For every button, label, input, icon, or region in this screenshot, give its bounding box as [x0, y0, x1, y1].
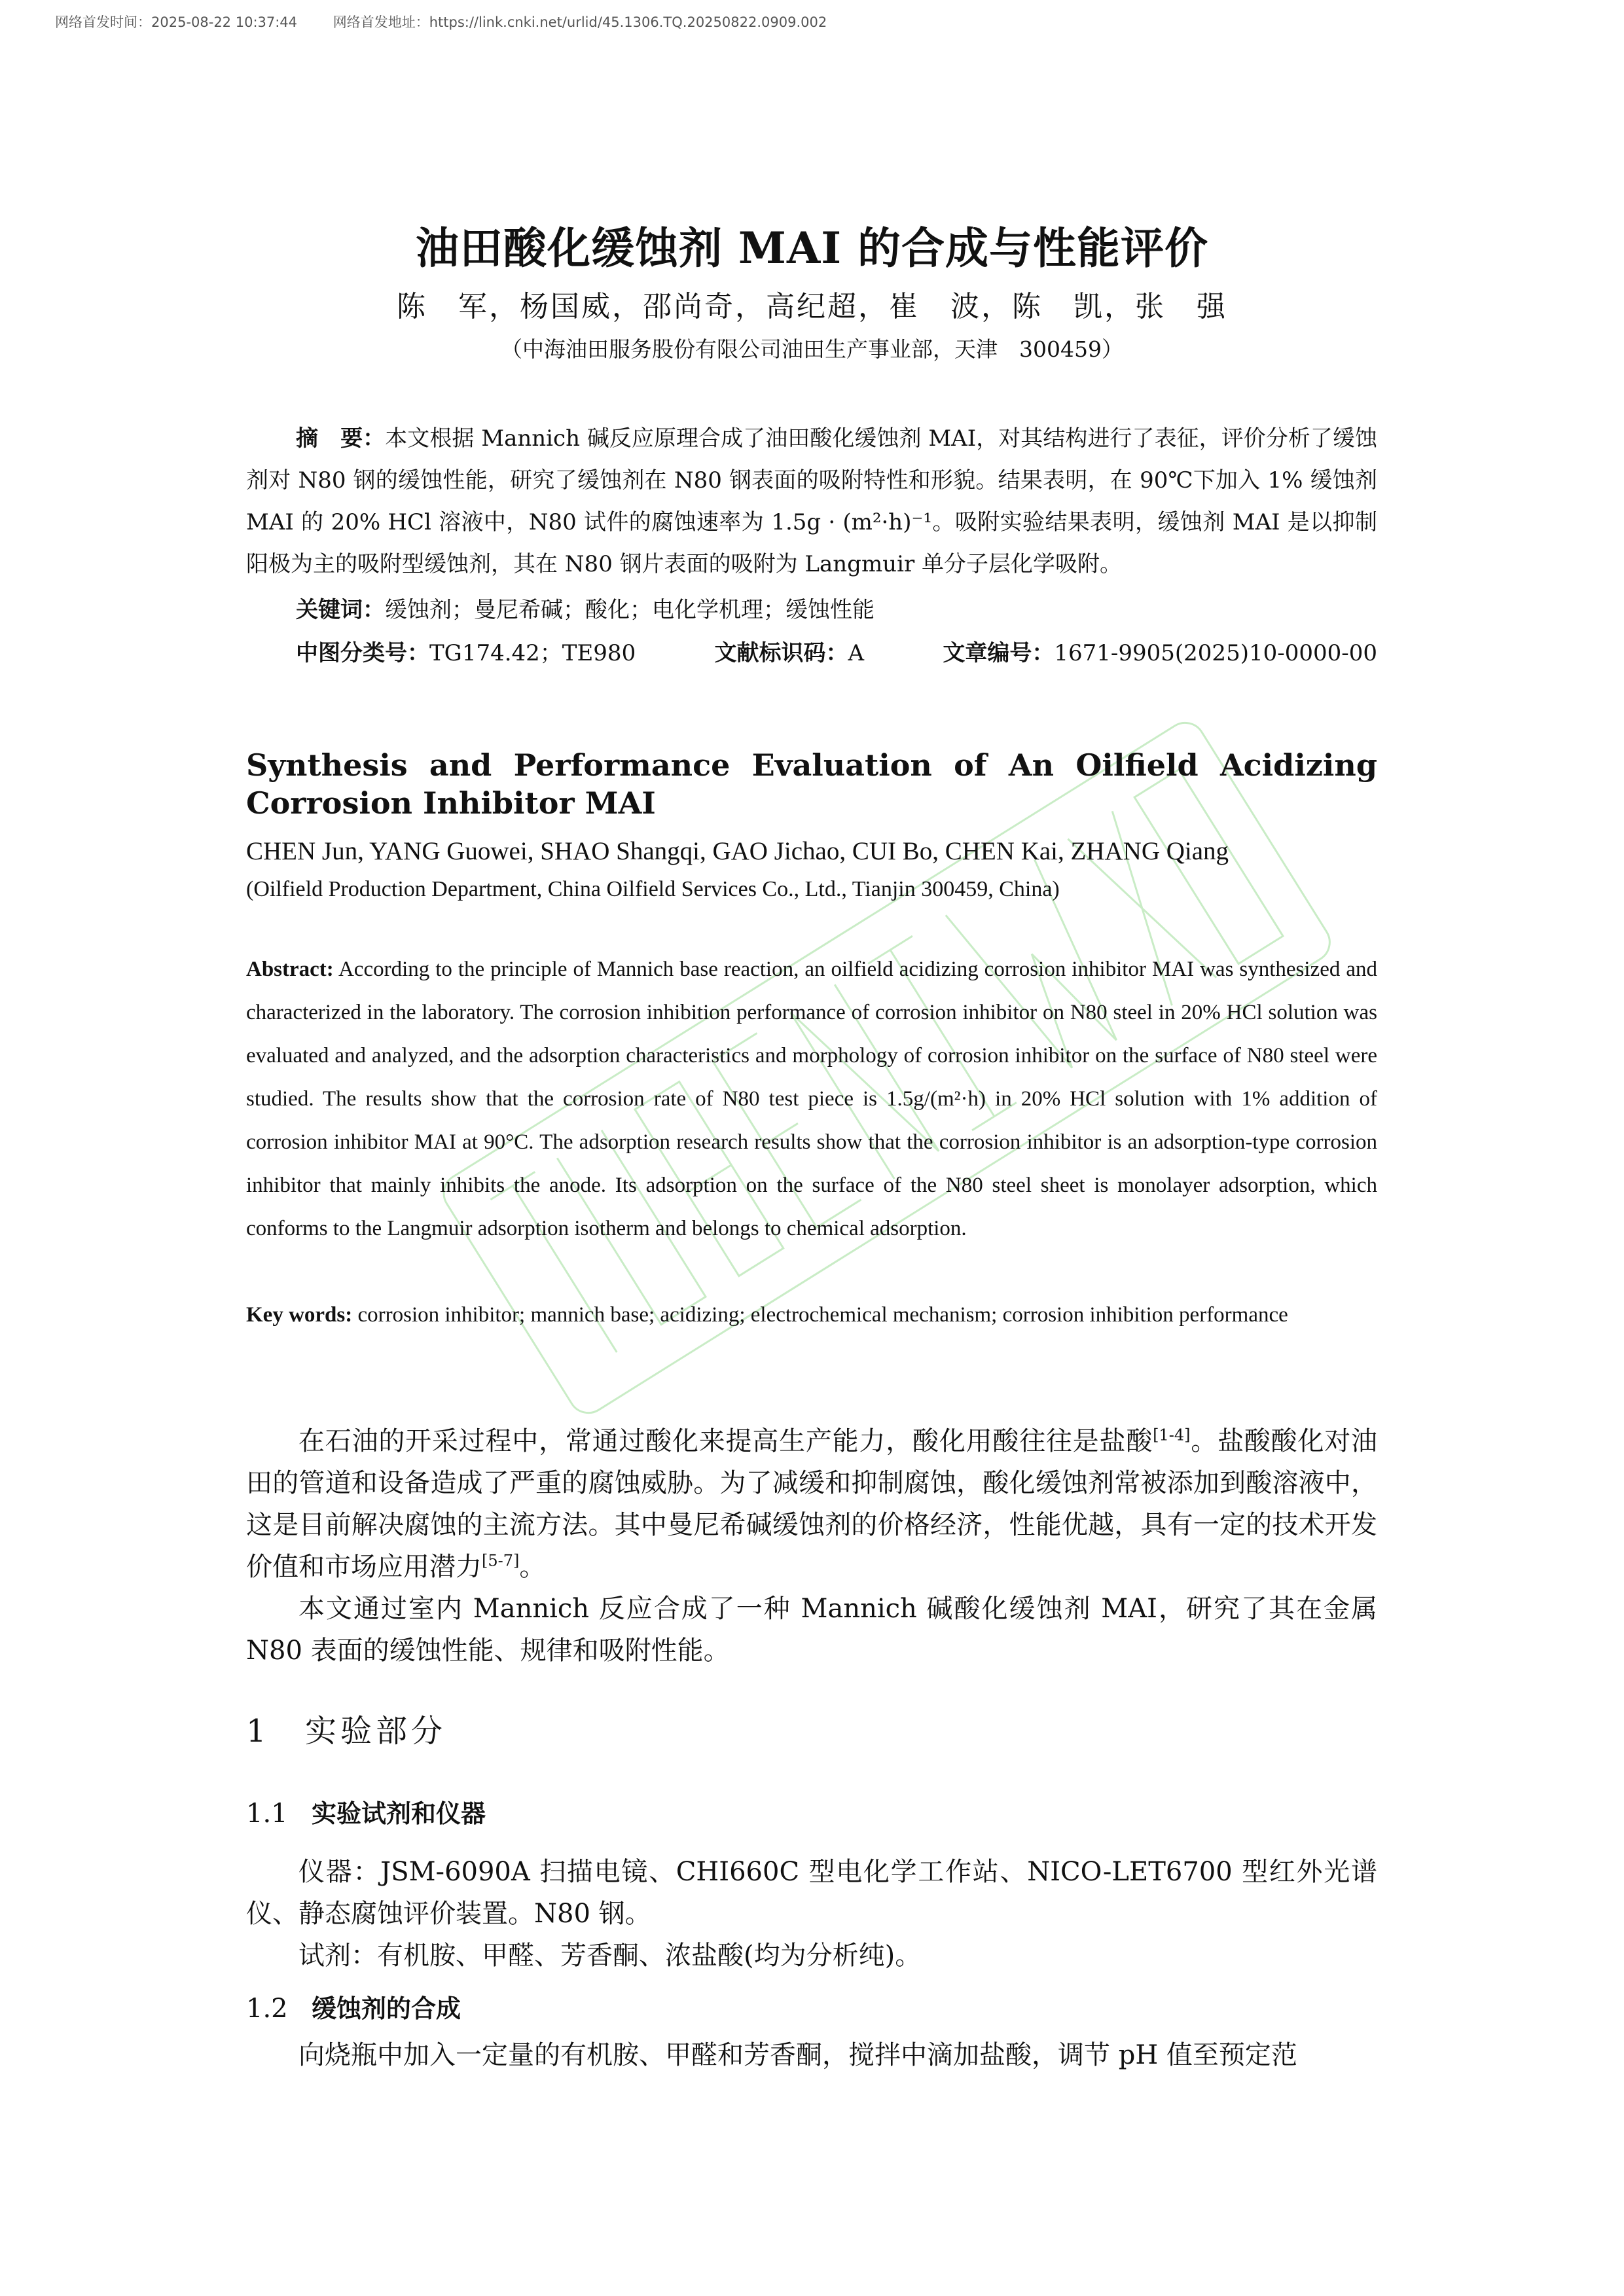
section-1-1-title: 实验试剂和仪器 — [312, 1799, 486, 1828]
reagents-paragraph: 试剂：有机胺、甲醛、芳香酮、浓盐酸(均为分析纯)。 — [298, 1941, 922, 1971]
section-1-1-heading — [246, 1793, 1377, 1829]
online-publication-url: 网络首发地址：https://link.cnki.net/urlid/45.1306.TQ.20250822.0909.002 — [333, 14, 827, 30]
section-1-2-heading — [246, 1988, 1377, 2024]
abstract-cn-text: 本文根据 Mannich 碱反应原理合成了油田酸化缓蚀剂 MAI，对其结构进行了表征，评价分析了缓蚀剂对 N80 钢的缓蚀性能，研究了缓蚀剂在 N80 钢表面的吸附特性和形貌。结果表明，在 90℃下加入 1% 缓蚀剂 MAI 的 20% HCl 溶液中，N80 试件的腐蚀速率为 1.5g · (m²·h)⁻¹。吸附实验结果表明，缓蚀剂 MAI 是以抑制阳极为主的吸附型缓蚀剂，其在 N80 钢片表面的吸附为 Langmuir 单分子层化学吸附。 — [246, 425, 1377, 577]
abstract-cn — [246, 418, 1377, 585]
introduction — [246, 1420, 1377, 1672]
doc-code-value: A — [848, 640, 865, 666]
paper-title-cn: 油田酸化缓蚀剂 MAI 的合成与性能评价 — [415, 223, 1209, 274]
intro-p1-part-a: 在石油的开采过程中，常通过酸化来提高生产能力，酸化用酸往往是盐酸 — [298, 1426, 1153, 1456]
article-number — [943, 632, 1377, 674]
authors-cn: 陈 军，杨国威，邵尚奇，高纪超，崔 波，陈 凯，张 强 — [397, 290, 1227, 323]
intro-p1-part-c: 。 — [519, 1552, 546, 1582]
section-1-heading — [246, 1706, 1377, 1751]
keywords-cn-text: 缓蚀剂；曼尼希碱；酸化；电化学机理；缓蚀性能 — [385, 597, 875, 623]
clc-value: TG174.42；TE980 — [429, 640, 636, 666]
abstract-en-label: Abstract: — [246, 958, 334, 981]
section-1-1-body — [246, 1851, 1377, 1977]
synthesis-paragraph: 向烧瓶中加入一定量的有机胺、甲醛和芳香酮，搅拌中滴加盐酸，调节 pH 值至预定范 — [298, 2040, 1297, 2070]
keywords-cn-label: 关键词： — [296, 597, 385, 623]
article-no-label: 文章编号： — [943, 640, 1055, 666]
intro-paragraph-2: 本文通过室内 Mannich 反应合成了一种 Mannich 碱酸化缓蚀剂 MAI，研究了其在金属 N80 表面的缓蚀性能、规律和吸附性能。 — [246, 1594, 1377, 1666]
paper-title-en: Synthesis and Performance Evaluation of An Oilfield Acidizing Corrosion Inhibitor MAI — [246, 747, 1377, 821]
instruments-paragraph: 仪器：JSM-6090A 扫描电镜、CHI660C 型电化学工作站、NICO-LET6700 型红外光谱仪、静态腐蚀评价装置。N80 钢。 — [246, 1857, 1377, 1929]
section-1-number: 1 — [246, 1713, 270, 1749]
clc-number — [296, 632, 636, 674]
document-code — [715, 632, 865, 674]
keywords-en-text: corrosion inhibitor; mannich base; acidizing; electrochemical mechanism; corrosion inhibition performance — [352, 1303, 1288, 1327]
abstract-cn-label: 摘 要： — [296, 425, 386, 452]
citation-1-4: [1-4] — [1153, 1426, 1191, 1444]
online-publication-info — [55, 12, 858, 31]
section-1-2-title: 缓蚀剂的合成 — [312, 1994, 461, 2023]
abstract-en-text: According to the principle of Mannich base reaction, an oilfield acidizing corrosion inhibitor MAI was synthesized and characterized in the laboratory. The corrosion inhibition performance of corrosion inhibitor on N80 steel in 20% HCl solution was evaluated and analyzed, and the adsorption characteristics and morphology of corrosion inhibitor on the surface of N80 steel were studied. The results show that the corrosion rate of N80 test piece is 1.5g/(m²·h) in 20% HCl solution with 1% addition of corrosion inhibitor MAI at 90°C. The adsorption research results show that the corrosion inhibitor is an adsorption-type corrosion inhibitor that mainly inhibits the anode. Its adsorption on the surface of the N80 steel sheet is monolayer adsorption, which conforms to the Langmuir adsorption isotherm and belongs to chemical adsorption. — [246, 958, 1377, 1240]
section-1-2-number: 1.2 — [246, 1994, 288, 2024]
section-1-2-body — [246, 2034, 1377, 2076]
section-1-1-number: 1.1 — [246, 1799, 288, 1829]
intro-p1-part-b: 。盐酸酸化对油田的管道和设备造成了严重的腐蚀威胁。为了减缓和抑制腐蚀，酸化缓蚀剂常被添加到酸溶液中，这是目前解决腐蚀的主流方法。其中曼尼希碱缓蚀剂的价格经济，性能优越，具有一定的技术开发价值和市场应用潜力 — [246, 1426, 1378, 1582]
article-no-value: 1671-9905(2025)10-0000-00 — [1054, 640, 1377, 666]
citation-5-7: [5-7] — [482, 1551, 520, 1570]
intro-paragraph-1 — [246, 1420, 1377, 1588]
keywords-en-label: Key words: — [246, 1303, 353, 1327]
section-1-title: 实验部分 — [305, 1713, 447, 1749]
affiliation-cn: （中海油田服务股份有限公司油田生产事业部，天津 300459） — [501, 336, 1123, 362]
clc-label: 中图分类号： — [296, 640, 429, 666]
abstract-en — [246, 948, 1377, 1250]
authors-en: CHEN Jun, YANG Guowei, SHAO Shangqi, GAO Jichao, CUI Bo, CHEN Kai, ZHANG Qiang — [246, 837, 1229, 865]
affiliation-en: (Oilfield Production Department, China Oilfield Services Co., Ltd., Tianjin 300459, China) — [246, 877, 1060, 901]
classification-row — [246, 632, 1377, 674]
online-publication-time: 网络首发时间：2025-08-22 10:37:44 — [55, 14, 298, 30]
keywords-en — [246, 1293, 1377, 1336]
doc-code-label: 文献标识码： — [714, 640, 848, 666]
keywords-cn — [246, 589, 1377, 631]
